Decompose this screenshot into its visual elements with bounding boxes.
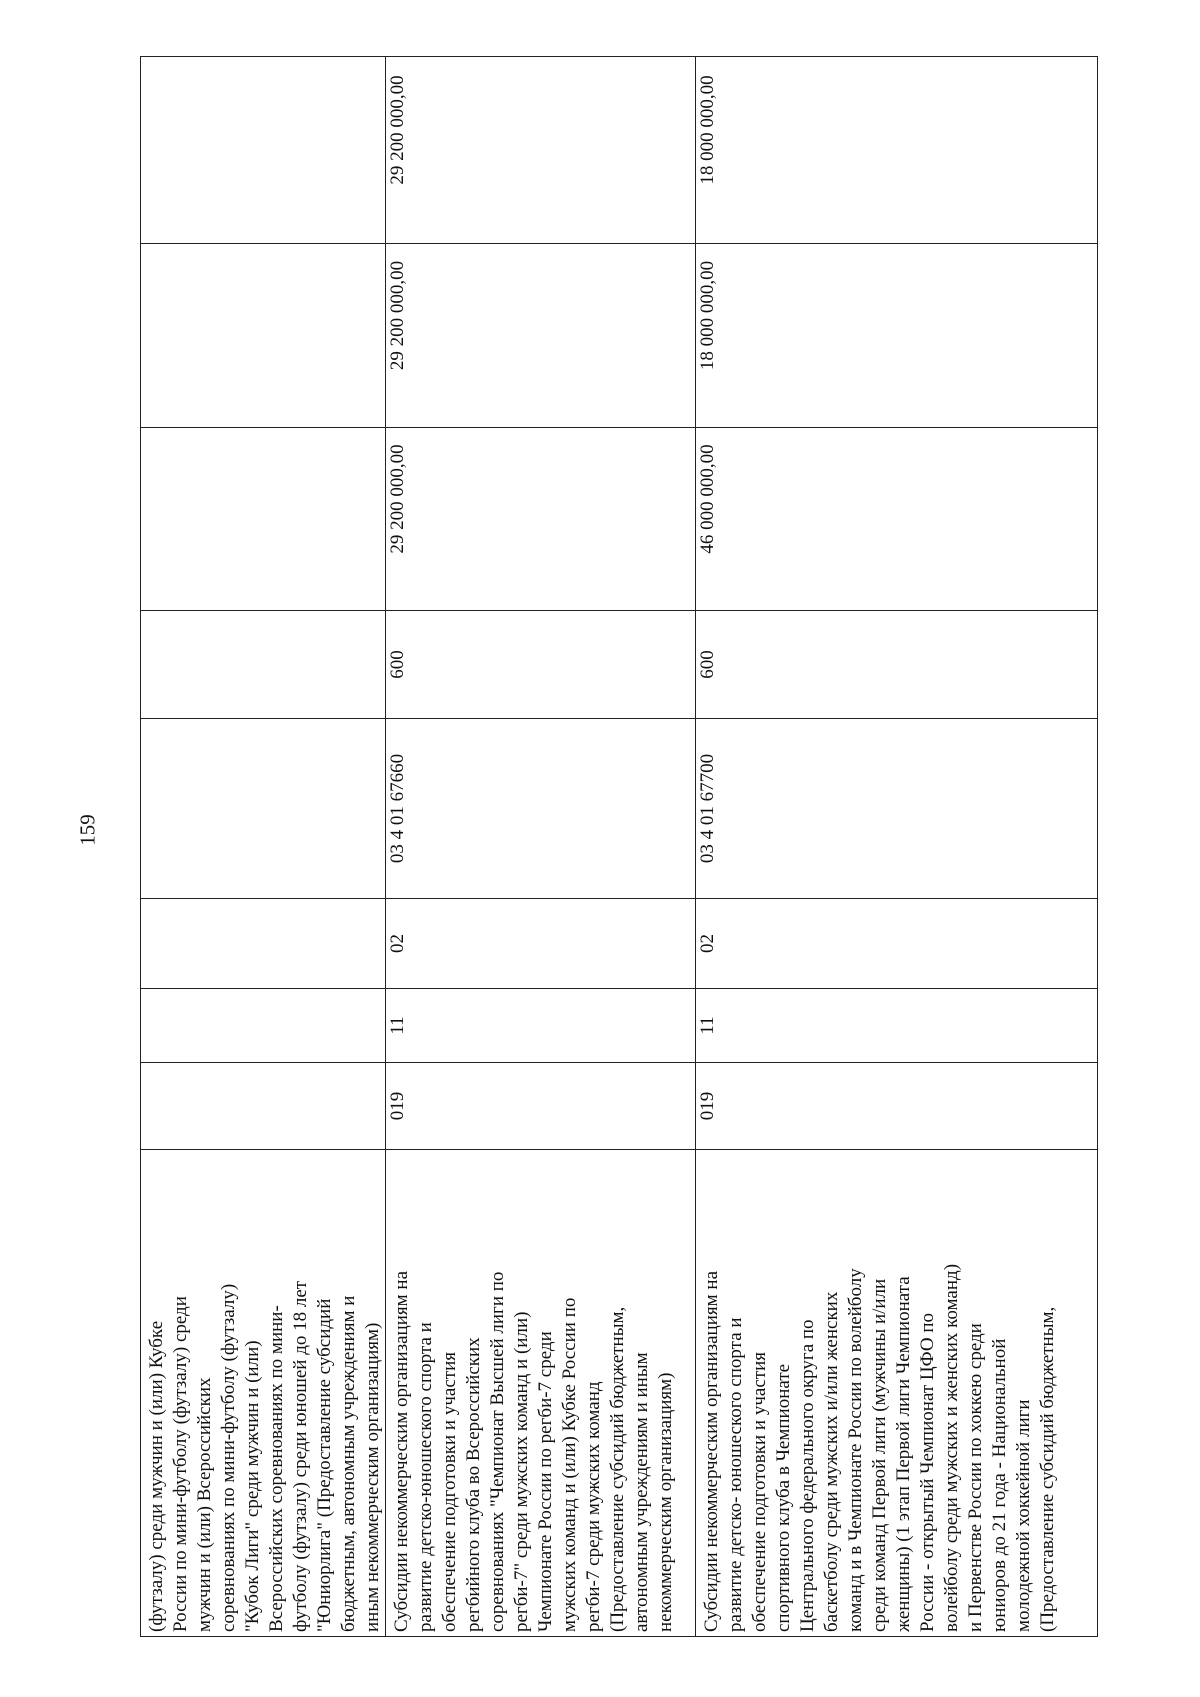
subsection-code-cell: [141, 899, 386, 989]
target-article-cell: 03 4 01 67660: [386, 719, 696, 899]
amount-cell-3: 29 200 000,00: [386, 57, 696, 244]
amount-cell-1: [141, 428, 386, 611]
subsection-code-cell: 02: [696, 899, 1098, 989]
section-code-cell: [141, 989, 386, 1063]
amount-cell-1: 46 000 000,00: [696, 428, 1098, 611]
target-article-cell: 03 4 01 67700: [696, 719, 1098, 899]
amount-cell-2: 18 000 000,00: [696, 244, 1098, 428]
table-row: [696, 57, 1098, 1637]
budget-table-container: [140, 57, 1095, 1637]
amount-cell-3: 18 000 000,00: [696, 57, 1098, 244]
budget-table: [140, 56, 1098, 1637]
amount-cell-2: 29 200 000,00: [386, 244, 696, 428]
amount-cell-1: 29 200 000,00: [386, 428, 696, 611]
section-code-cell: 11: [386, 989, 696, 1063]
ministry-code-cell: 019: [386, 1063, 696, 1150]
page-number: 159: [75, 814, 100, 846]
expense-type-cell: 600: [386, 611, 696, 719]
amount-cell-3: [141, 57, 386, 244]
description-cell: Субсидии некоммерческим организациям на развитие детско- юношеского спорта и обеспечение подготовки и участия спортивного клуба в Чемпионате Центрального федерального округа по баскетболу среди мужских и/или женских команд и в Чемпионате России по волейболу среди команд Первой лиги (мужчины и/или женщины) (1 этап Первой лиги Чемпионата России - открытый Чемпионат ЦФО по волейболу среди мужских и женских команд) и Первенстве России по хоккею среди юниоров до 21 года - Национальной молодежной хоккейной лиги (Предоставление субсидий бюджетным,: [696, 1150, 1098, 1637]
subsection-code-cell: 02: [386, 899, 696, 989]
table-row: [141, 57, 386, 1637]
expense-type-cell: 600: [696, 611, 1098, 719]
expense-type-cell: [141, 611, 386, 719]
table-row: [386, 57, 696, 1637]
ministry-code-cell: [141, 1063, 386, 1150]
ministry-code-cell: 019: [696, 1063, 1098, 1150]
description-cell: Субсидии некоммерческим организациям на развитие детско-юношеского спорта и обеспечение подготовки и участия регбийного клуба во Всероссийских соревнованиях "Чемпионат Высшей лиги по регби-7" среди мужских команд и (или) Чемпионате России по регби-7 среди мужских команд и (или) Кубке России по регби-7 среди мужских команд (Предоставление субсидий бюджетным, автономным учреждениям и иным некоммерческим организациям): [386, 1150, 696, 1637]
description-cell: (футзалу) среди мужчин и (или) Кубке России по мини-футболу (футзалу) среди мужчин и (или) Всероссийских соревнованиях по мини-футболу (футзалу) "Кубок Лиги" среди мужчин и (или) Всероссийских соревнованиях по мини- футболу (футзалу) среди юношей до 18 лет "Юниорлига" (Предоставление субсидий бюджетным, автономным учреждениям и иным некоммерческим организациям): [141, 1150, 386, 1637]
section-code-cell: 11: [696, 989, 1098, 1063]
target-article-cell: [141, 719, 386, 899]
amount-cell-2: [141, 244, 386, 428]
